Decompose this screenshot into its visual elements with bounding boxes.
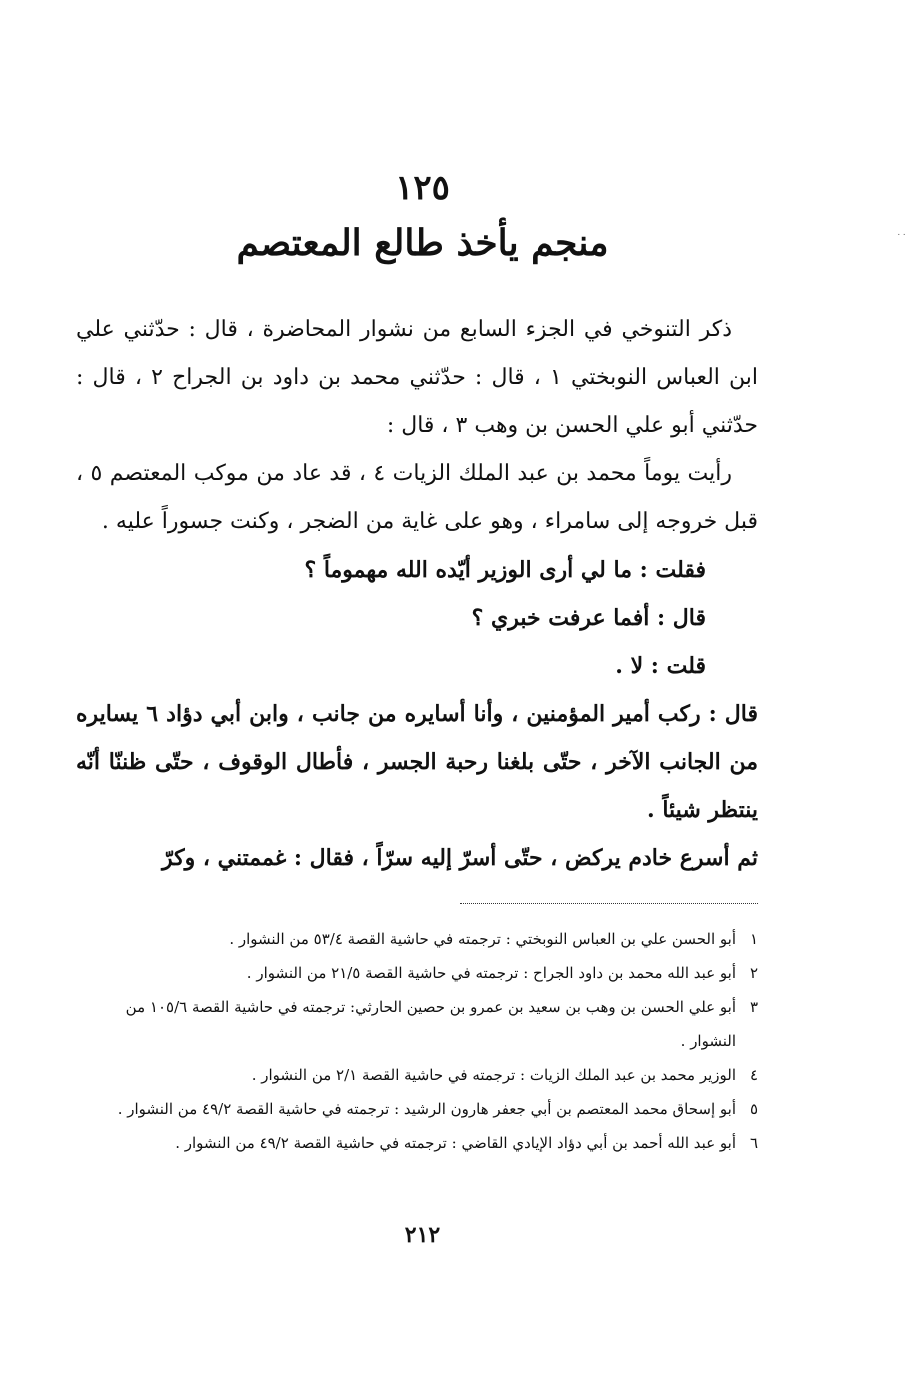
footnote-item — [76, 1092, 758, 1126]
footnote-text: أبو الحسن علي بن العباس النوبختي : ترجمته في حاشية القصة ٥٣/٤ من النشوار . — [229, 930, 736, 948]
paragraph-continuation: ثم أسرع خادم يركض ، حتّى أسرّ إليه سرّاً ، فقال : غممتني ، وكرّ — [162, 845, 758, 871]
footnotes — [76, 922, 758, 1160]
footnote-item — [76, 1126, 758, 1160]
footnote-text: الوزير محمد بن عبد الملك الزيات : ترجمته في حاشية القصة ٢/١ من النشوار . — [251, 1066, 736, 1084]
paragraph-narration: رأيت يوماً محمد بن عبد الملك الزيات ٤ ، قد عاد من موكب المعتصم ٥ ، قبل خروجه إلى سامراء ، وهو على غاية من الضجر ، وكنت جسوراً عليه . — [76, 461, 758, 534]
story-title: منجم يأخذ طالع المعتصم — [236, 222, 609, 264]
dialog-line-answer: قلت : لا . — [615, 653, 706, 679]
page-number: ٢١٢ — [404, 1222, 441, 1248]
footnote-number: ٣ — [749, 998, 758, 1016]
body-text — [76, 306, 758, 882]
footnote-item — [76, 990, 758, 1058]
dialog-line-question: فقلت : ما لي أرى الوزير أيّده الله مهموماً ؟ — [304, 557, 706, 583]
dialog-line-reply: قال : أفما عرفت خبري ؟ — [471, 605, 706, 631]
footnote-text: أبو إسحاق محمد المعتصم بن أبي جعفر هارون الرشيد : ترجمته في حاشية القصة ٤٩/٢ من النشوار . — [117, 1100, 736, 1118]
paragraph-intro: ذكر التنوخي في الجزء السابع من نشوار المحاضرة ، قال : حدّثني علي ابن العباس النوبختي ١ ، قال : حدّثني محمد بن داود بن الجراح ٢ ، قال : حدّثني أبو علي الحسن بن وهب ٣ ، قال : — [76, 317, 759, 438]
footnote-number: ٥ — [749, 1100, 758, 1118]
footnote-number: ٤ — [749, 1066, 758, 1084]
footnote-item — [76, 922, 758, 956]
story-number: ١٢٥ — [395, 168, 450, 208]
footnote-number: ١ — [749, 930, 758, 948]
footnote-divider — [460, 903, 758, 904]
paragraph-account: قال : ركب أمير المؤمنين ، وأنا أسايره من جانب ، وابن أبي دؤاد ٦ يسايره من الجانب الآخر ، حتّى بلغنا رحبة الجسر ، فأطال الوقوف ، حتّى ظننّا أنّه ينتظر شيئاً . — [76, 701, 758, 823]
footnote-item — [76, 956, 758, 990]
footnote-text: أبو عبد الله أحمد بن أبي دؤاد الإيادي القاضي : ترجمته في حاشية القصة ٤٩/٢ من النشوار . — [175, 1134, 736, 1152]
margin-speck: ˙˙ — [896, 232, 907, 245]
footnote-text: أبو عبد الله محمد بن داود الجراح : ترجمته في حاشية القصة ٢١/٥ من النشوار . — [246, 964, 736, 982]
footnote-number: ٦ — [749, 1134, 758, 1152]
footnote-text: أبو علي الحسن بن وهب بن سعيد بن عمرو بن حصين الحارثي: ترجمته في حاشية القصة ١٠٥/٦ من النشوار . — [125, 998, 736, 1050]
footnote-item — [76, 1058, 758, 1092]
footnote-number: ٢ — [749, 964, 758, 982]
